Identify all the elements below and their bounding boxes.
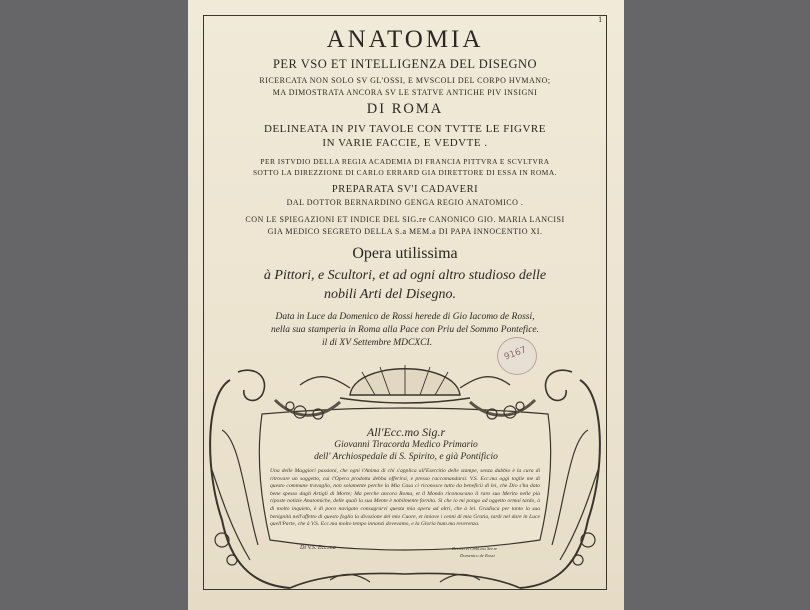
- page-title: ANATOMIA: [326, 26, 484, 53]
- dedication-letter: Una delle Maggiori passioni, che ogni l'Anima di chi s'applica all'Esercitio delle stampe, senza dubbio è la cura di ritrovare un soggetto, cui l'Opera prodotta debba offerirsi, e presso raccomandarsi. V.S. Ecc.ma oggi toglie me di questo commune travaglio, non solamente perche la Mia Casa ci riconosce tutto da beneficii di lei, che Dio s'ha dato bene spesso dagli Artigli di Morte; Ma perche ancora Roma, et il Mondo riconoscano il raro suo Merito nelle più riposte notizie Anatomiche, delle quali la sua Mente è nobilmente fornita. Sì che io mi pongo ad oggetto ormai tardo, à di molto inquieto, è di poco navigato consagrarvi questa mia opera ad altri, che à lei. Gradisca per tanto la sua benignità nell'affetto di questo foglio la divozione del mio Cuore, et imiove i cenni di mia Gratia, tardi nel dare in Luce quell'Parte, che à V.S. Ecc.ma molto tempo innanzi dovevamo, e la Gloria hum.ma reverenza.: [270, 468, 540, 528]
- subtitle-line-9: PREPARATA SV'I CADAVERI: [331, 184, 479, 195]
- signature-line-2: Domenico de Rossi: [460, 553, 495, 558]
- imprint-date: il di XV Settembre MDCXCI.: [321, 338, 433, 348]
- imprint-line-2: nella sua stamperia in Roma alla Pace con Priu del Sommo Pontefice.: [270, 325, 540, 335]
- subtitle-line-10: DAL DOTTOR BERNARDINO GENGA REGIO ANATOMICO .: [286, 198, 524, 207]
- signature-line-1: Div.mo et Obbl.mo Ser.re: [452, 546, 498, 551]
- dedication-closing: Di V.S. Ecc.ma: [300, 545, 336, 551]
- subtitle-line-5: DELINEATA IN PIV TAVOLE CON TVTTE LE FIGVRE: [264, 123, 546, 135]
- subtitle-line-11: CON LE SPIEGAZIONI ET INDICE DEL SIG.re CANONICO GIO. MARIA LANCISI: [245, 215, 565, 224]
- dedication-name: Giovanni Tiracorda Medico Primario: [334, 440, 478, 450]
- library-stamp: 9167: [497, 337, 537, 375]
- dedication-addressee: All'Ecc.mo Sig.r: [366, 425, 446, 439]
- subtitle-line-6: IN VARIE FACCIE, E VEDVTE .: [322, 137, 488, 149]
- audience-line-2: nobili Arti del Disegno.: [324, 287, 456, 302]
- imprint-line-1: Data in Luce da Domenico de Rossi herede di Gio Iacomo de Rossi,: [275, 312, 535, 322]
- subtitle-roma: DI ROMA: [366, 101, 444, 117]
- page-number: 1: [598, 16, 603, 24]
- dedication-title: dell' Archiospedale di S. Spirito, e già Pontificio: [314, 452, 498, 462]
- subtitle-line-3: MA DIMOSTRATA ANCORA SV LE STATVE ANTICHE PIV INSIGNI: [272, 88, 538, 97]
- audience-line-1: à Pittori, e Scultori, et ad ogni altro studioso delle: [263, 268, 547, 283]
- subtitle-line-12: GIA MEDICO SEGRETO DELLA S.a MEM.a DI PAPA INNOCENTIO XI.: [267, 227, 543, 236]
- subtitle-line-1: PER VSO ET INTELLIGENZA DEL DISEGNO: [272, 57, 538, 71]
- subtitle-line-2: RICERCATA NON SOLO SV GL'OSSI, E MVSCOLI DEL CORPO HVMANO;: [259, 76, 551, 85]
- subtitle-line-8: SOTTO LA DIREZZIONE DI CARLO ERRARD GIA DIRETTORE DI ESSA IN ROMA.: [252, 168, 558, 177]
- subtitle-line-7: PER ISTVDIO DELLA REGIA ACADEMIA DI FRANCIA PITTVRA E SCVLTVRA: [260, 157, 550, 166]
- opera-utilissima: Opera utilissima: [352, 245, 458, 262]
